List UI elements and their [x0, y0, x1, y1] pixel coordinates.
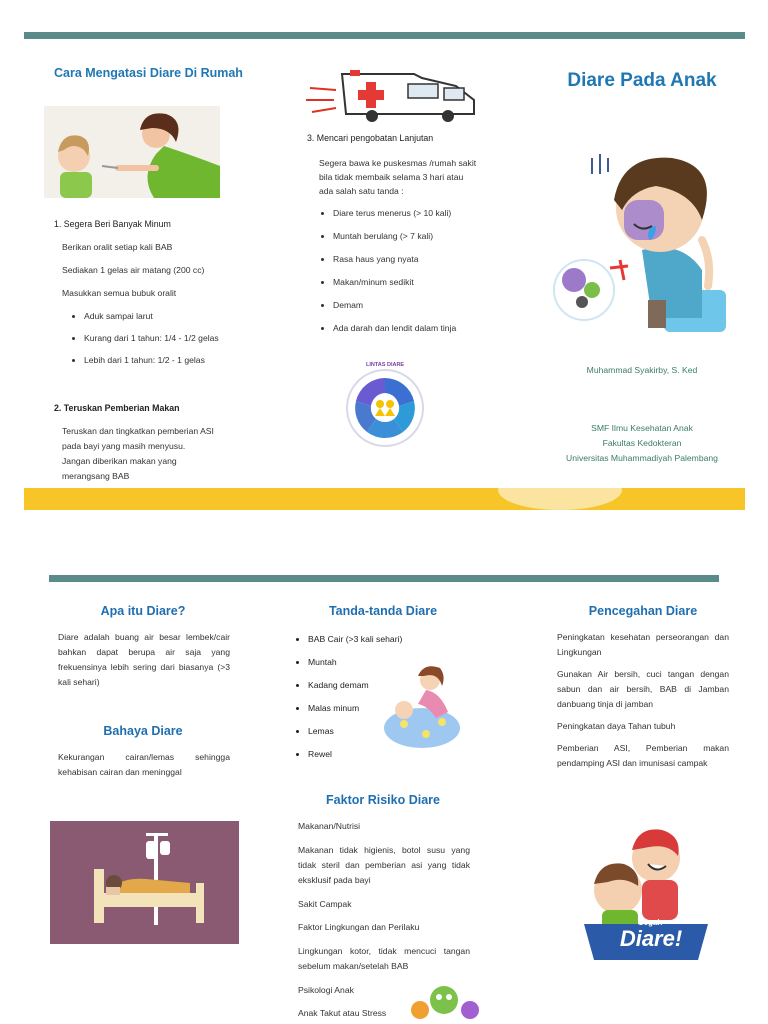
institution-faculty: Fakultas Kedokteran — [602, 438, 682, 448]
col1-title: Cara Mengatasi Diare Di Rumah — [54, 66, 243, 80]
badge-small-text: Cegah — [637, 918, 663, 927]
step3-bullet-6: • Ada darah dan lendit dalam tinja — [333, 321, 477, 335]
step1-line-3: Masukkan semua bubuk oralit — [62, 288, 177, 298]
sign-bullet-6: • Rewel — [308, 747, 428, 761]
main-title: Diare Pada Anak — [567, 70, 717, 91]
sign-bullet-4: • Malas minum — [308, 701, 428, 715]
institution-university: Universitas Muhammadiyah Palembang — [566, 453, 718, 463]
step3-bullet-2: • Muntah berulang (> 7 kali) — [333, 229, 477, 243]
step2-text: Teruskan dan tingkatkan pemberian ASI pada bayi yang masih menyusu. Jangan diberikan makan yang merangsang BAB — [62, 426, 214, 481]
author-name: Muhammad Syakirby, S. Ked — [586, 365, 698, 375]
step1-bullet-1: • Aduk sampai larut — [84, 309, 224, 323]
risk-item-5: Lingkungan kotor, tidak mencuci tangan sebelum makan/setelah BAB — [298, 946, 470, 971]
signs-title: Tanda-tanda Diare — [328, 604, 438, 618]
sign-bullet-5: • Lemas — [308, 724, 428, 738]
sick-child-image — [552, 140, 734, 335]
danger-title: Bahaya Diare — [103, 724, 183, 738]
step1-bullet-3: • Lebih dari 1 tahun: 1/2 - 1 gelas — [84, 353, 224, 367]
bottom-divider-bar — [49, 575, 719, 582]
step3-title: 3. Mencari pengobatan Lanjutan — [307, 133, 434, 143]
yellow-bar-accent — [498, 470, 622, 510]
top-divider-bar — [24, 32, 745, 39]
sign-bullet-1: • BAB Cair (>3 kali sehari) — [308, 632, 428, 646]
step3-bullet-3: • Rasa haus yang nyata — [333, 252, 477, 266]
top-yellow-bar — [24, 488, 745, 510]
risk-item-7: Anak Takut atau Stress — [298, 1008, 387, 1018]
feeding-child-image — [44, 106, 220, 198]
prevention-item-1: Peningkatan kesehatan perseorangan dan Lingkungan — [557, 632, 729, 657]
risk-item-3: Sakit Campak — [298, 899, 352, 909]
step1-line-1: Berikan oralit setiap kali BAB — [62, 242, 173, 252]
badge-big-text: Diare! — [619, 926, 683, 951]
risk-item-2: Makanan tidak higienis, botol susu yang tidak steril dan pemberian asi yang tidak eksklusif pada bayi — [298, 845, 470, 885]
prevention-item-3: Peningkatan daya Tahan tubuh — [557, 721, 676, 731]
what-is-diarrhea-text: Diare adalah buang air besar lembek/cair bahkan dapat berupa air saja yang frekuensinya lebih sering dari biasanya (>3 kali sehari) — [58, 632, 230, 687]
sign-bullet-3: • Kadang demam — [308, 678, 428, 692]
step3-bullet-4: • Makan/minum sedikit — [333, 275, 477, 289]
risk-item-6: Psikologi Anak — [298, 985, 354, 995]
risk-item-1: Makanan/Nutrisi — [298, 821, 361, 831]
risk-factor-title: Faktor Risiko Diare — [326, 793, 440, 807]
ambulance-image — [306, 66, 478, 122]
step3-text: Segera bawa ke puskesmas /rumah sakit bila tidak membaik selama 3 hari atau ada salah satu tanda : — [319, 158, 477, 196]
step1-line-2: Sediakan 1 gelas air matang (200 cc) — [62, 265, 205, 275]
sick-child-in-bed-image — [380, 662, 464, 750]
institution-dept: SMF Ilmu Kesehatan Anak — [591, 423, 693, 433]
what-is-diarrhea-title: Apa itu Diare? — [100, 604, 186, 618]
lintas-diare-logo-text: LINTAS DIARE — [366, 362, 405, 368]
step3-bullet-1: • Diare terus menerus (> 10 kali) — [333, 206, 477, 220]
sign-bullet-2: • Muntah — [308, 655, 428, 669]
danger-text: Kekurangan cairan/lemas sehingga kehabisan cairan dan meninggal — [58, 752, 230, 777]
step2-title: 2. Teruskan Pemberian Makan — [54, 403, 180, 413]
prevention-title: Pencegahan Diare — [588, 604, 698, 618]
prevention-item-2: Gunakan Air bersih, cuci tangan dengan sabun dan air bersih, BAB di Jamban danbuang tinja di jamban — [557, 669, 729, 709]
germs-image — [406, 980, 484, 1024]
hospital-bed-image — [50, 821, 239, 944]
step3-bullet-5: • Demam — [333, 298, 477, 312]
lintas-diare-logo — [335, 356, 435, 456]
prevention-item-4: Pemberian ASI, Pemberian makan pendamping ASI dan imunisasi campak — [557, 743, 729, 768]
risk-item-4: Faktor Lingkungan dan Perilaku — [298, 922, 420, 932]
step1-title: 1. Segera Beri Banyak Minum — [54, 219, 171, 229]
step1-bullet-2: • Kurang dari 1 tahun: 1/4 - 1/2 gelas — [84, 331, 224, 345]
